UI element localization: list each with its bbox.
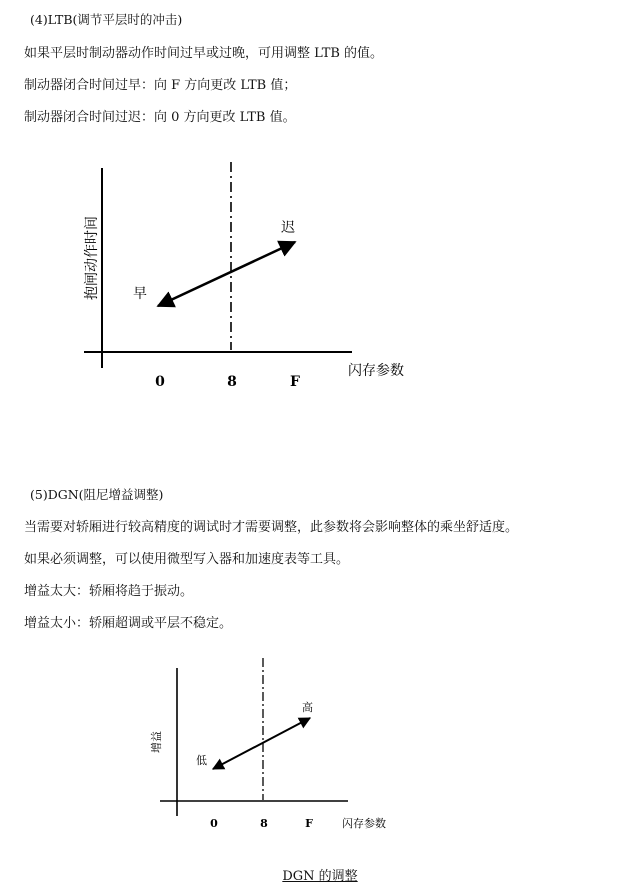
ltb-x-label: 闪存参数 (348, 363, 404, 379)
dgn-low-label: 低 (196, 754, 207, 767)
section-5-heading: (5)DGN(阻尼增益调整) (30, 487, 164, 502)
section-5-paragraph-2: 如果必须调整，可以使用微型写入器和加速度表等工具。 (24, 552, 350, 567)
section-4-paragraph-2: 制动器闭合时间过早：向 F 方向更改 LTB 值； (24, 78, 297, 93)
dgn-tick-0: 0 (210, 817, 218, 830)
dgn-high-label: 高 (302, 701, 313, 714)
ltb-early-label: 早 (133, 286, 147, 302)
ltb-tick-0: 0 (155, 374, 165, 390)
section-5-paragraph-1: 当需要对轿厢进行较高精度的调试时才需要调整，此参数将会影响整体的乘坐舒适度。 (24, 520, 519, 535)
figure-caption-text: DGN 的调整 (282, 869, 358, 884)
figure-caption (0, 865, 640, 884)
section-5-paragraph-3: 增益太大：轿厢将趋于振动。 (24, 584, 194, 599)
ltb-arrow (158, 242, 295, 306)
dgn-y-label: 增益 (150, 731, 163, 753)
section-5-paragraph-4: 增益太小：轿厢超调或平层不稳定。 (24, 616, 233, 631)
section-4-heading: (4)LTB(调节平层时的冲击) (30, 12, 183, 27)
dgn-tick-8: 8 (260, 817, 268, 830)
ltb-y-label: 抱闸动作时间 (84, 216, 100, 300)
dgn-x-label: 闪存参数 (342, 817, 386, 830)
ltb-tick-8: 8 (227, 374, 237, 390)
ltb-late-label: 迟 (281, 220, 295, 236)
dgn-tick-f: F (305, 817, 313, 830)
section-4-paragraph-3: 制动器闭合时间过迟：向 0 方向更改 LTB 值。 (24, 110, 296, 125)
section-4-paragraph-1: 如果平层时制动器动作时间过早或过晚，可用调整 LTB 的值。 (24, 46, 384, 61)
ltb-tick-f: F (290, 374, 300, 390)
dgn-arrow (213, 718, 310, 769)
